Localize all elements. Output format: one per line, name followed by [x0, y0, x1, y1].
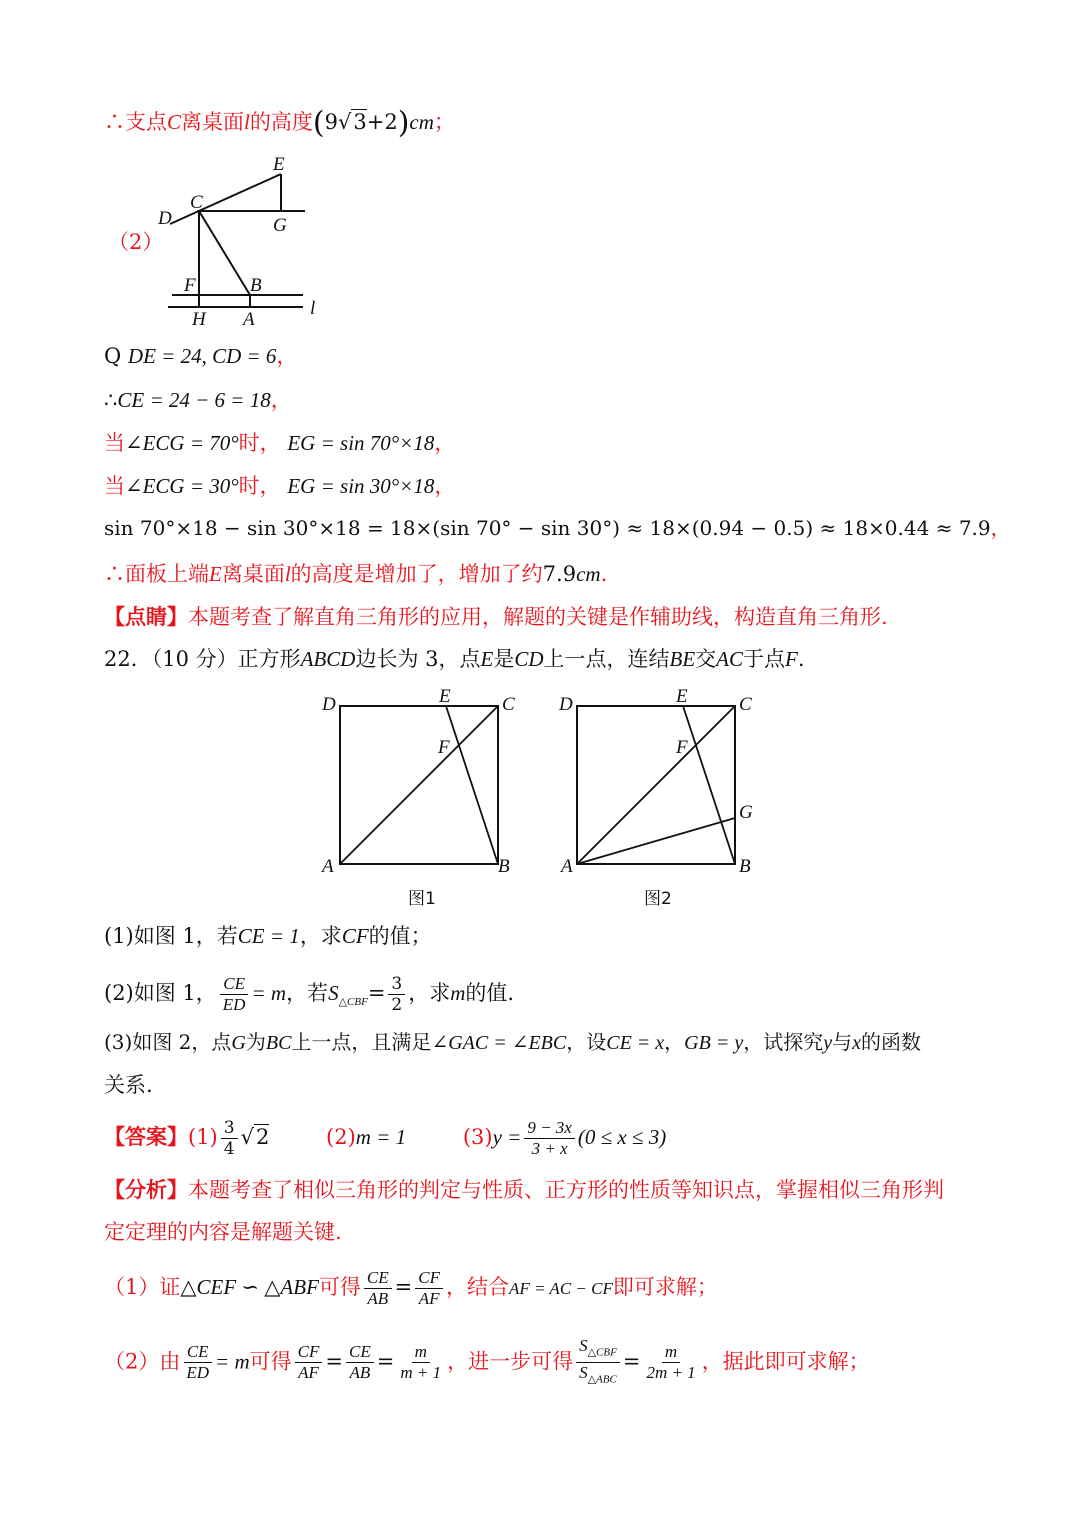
fig1-diagonal-ac [340, 706, 498, 864]
sub-question-3-cont: 关系. [104, 1073, 153, 1097]
sub-question-2: (2)如图 1， $\frac{CE}{ED}$ = m，若$S_{\triangle CBF}=$ $\frac{3}{2}$ ，求m的值. [104, 974, 515, 1015]
fig1-caption: 图1 [408, 889, 436, 909]
solution-step-1: （1）证△CEF ∽ △ABF可得 $\frac{CE}{AB}$ = $\frac{CF}{AF}$ ，结合AF = AC − CF即可求解； [104, 1268, 718, 1308]
conclusion-increase: ∴面板上端E离桌面l的高度是增加了，增加了约7.9cm. [104, 562, 608, 586]
fig1-label-b: B [498, 856, 510, 877]
fig1-label-c: C [502, 694, 515, 715]
difference-calc: sin 70°×18 − sin 30°×18 = 18×(sin 70° − sin 30°) ≈ 18×(0.94 − 0.5) ≈ 18×0.44 ≈ 7.9， [104, 516, 1011, 540]
fig2-label-c: C [739, 694, 752, 715]
fig2-label-a: A [561, 856, 573, 877]
fig1-label-d: D [322, 694, 336, 715]
part-2-label: （2） [108, 230, 164, 254]
calc-ce: ∴CE = 24 − 6 = 18， [104, 388, 292, 412]
label-c: C [190, 192, 203, 213]
solution-step-2: （2）由 $\frac{CE}{ED}$ = m可得 $\frac{CF}{AF}$ = $\frac{CE}{AB}$ = $\frac{m}{m + 1}$ ，进一步可得 $\frac{S_{\triangle CBF}}{S_{\triangle ABC}}$ = $\frac{m}{2m + 1}$ ，据此即可求解； [104, 1336, 870, 1386]
label-g: G [273, 215, 287, 236]
fig2-label-d: D [559, 694, 573, 715]
figures-squares [310, 680, 780, 915]
sub-question-3: (3)如图 2，点G为BC上一点，且满足∠GAC = ∠EBC，设CE = x，GB = y，试探究y与x的函数 [104, 1030, 921, 1054]
analysis-line-1: 【分析】本题考查了相似三角形的判定与性质、正方形的性质等知识点，掌握相似三角形判 [104, 1177, 944, 1202]
sub-question-1: (1)如图 1，若CE = 1，求CF的值； [104, 924, 432, 948]
fig1-label-f: F [438, 737, 450, 758]
fig2-label-g: G [739, 802, 753, 823]
fig1-label-e: E [439, 686, 451, 707]
given-de-cd: Q DE = 24, CD = 6， [104, 344, 298, 368]
fig2-label-f: F [676, 737, 688, 758]
label-f: F [184, 275, 196, 296]
label-e: E [273, 154, 285, 175]
conclusion-height-c: ∴支点C离桌面l的高度(9√3+2)cm； [104, 105, 455, 141]
fig2-label-b: B [739, 856, 751, 877]
segment-cb [199, 211, 250, 295]
segment-de [170, 174, 281, 224]
case-30: 当∠ECG = 30°时， EG = sin 30°×18， [104, 474, 456, 498]
question-22: 22．（10 分）正方形ABCD边长为 3，点E是CD上一点，连结BE交AC于点F. [104, 647, 805, 671]
case-70: 当∠ECG = 70°时， EG = sin 70°×18， [104, 431, 456, 455]
key-point: 【点睛】本题考查了解直角三角形的应用，解题的关键是作辅助线，构造直角三角形. [104, 604, 888, 629]
fig2-caption: 图2 [644, 889, 672, 909]
fig1-label-a: A [322, 856, 334, 877]
fig1-segment-be [446, 706, 498, 864]
label-h: H [192, 309, 206, 330]
answer: 【答案】(1) $\frac{3}{4}$ √2 (2)m = 1 (3)y = $\frac{9 - 3x}{3 + x}$ (0 ≤ x ≤ 3) [104, 1118, 667, 1159]
label-a: A [243, 309, 255, 330]
label-b: B [250, 275, 262, 296]
label-l: l [310, 298, 316, 319]
fig2-label-e: E [676, 686, 688, 707]
fig2-segment-be [683, 706, 735, 864]
analysis-line-2: 定定理的内容是解题关键. [104, 1220, 342, 1244]
label-d: D [158, 208, 172, 229]
diagram-stand [150, 150, 340, 330]
